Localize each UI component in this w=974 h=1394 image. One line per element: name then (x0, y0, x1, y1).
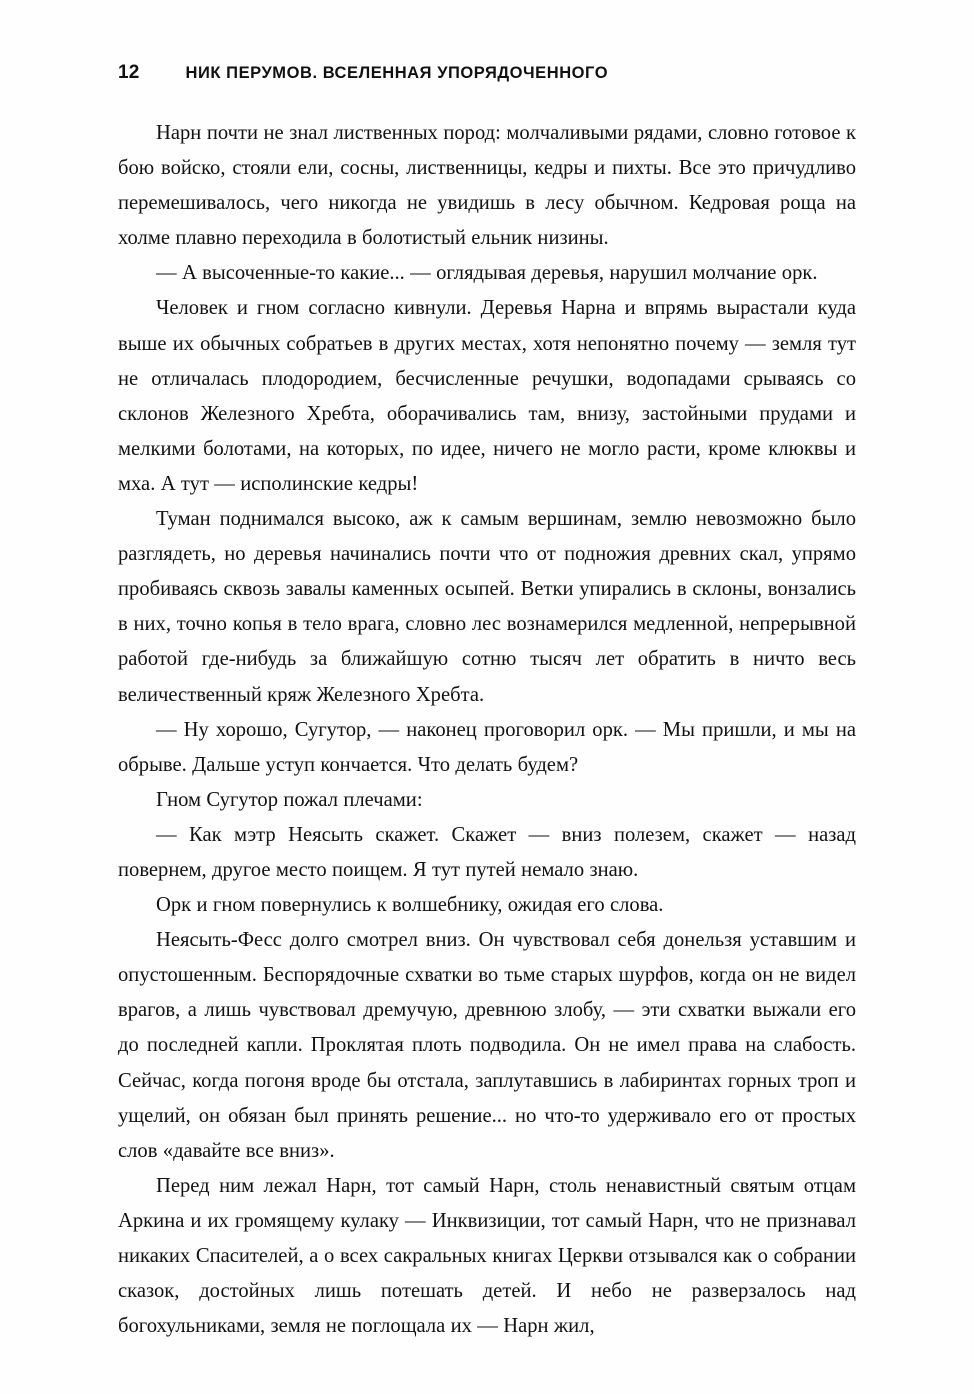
paragraph: Туман поднимался высоко, аж к самым вершинам, землю невозможно было разглядеть, но деревья начинались почти что от подножия древних скал, упрямо пробиваясь сквозь завалы каменных осыпей. Ветки упирались в склоны, вонзались в них, точно копья в тело врага, словно лес вознамерился медленной, непрерывной работой где-нибудь за ближайшую сотню тысяч лет обратить в ничто весь величественный кряж Железного Хребта. (118, 508, 856, 706)
body-text (118, 116, 856, 1344)
paragraph: Нарн почти не знал лиственных пород: молчаливыми рядами, словно готовое к бою войско, стояли ели, сосны, лиственницы, кедры и пихты. Все это причудливо перемешивалось, чего никогда не увидишь в лесу обычном. Кедровая роща на холме плавно переходила в болотистый ельник низины. (118, 122, 856, 250)
paragraph: Гном Сугутор пожал плечами: (156, 788, 423, 811)
paragraph: — Ну хорошо, Сугутор, — наконец проговорил орк. — Мы пришли, и мы на обрыве. Дальше уступ кончается. Что делать будем? (118, 718, 856, 776)
paragraph: Перед ним лежал Нарн, тот самый Нарн, столь ненавистный святым отцам Аркина и их громящему кулаку — Инквизиции, тот самый Нарн, что не признавал никаких Спасителей, а о всех сакральных книгах Церкви отзывался как о собрании сказок, достойных лишь потешать детей. И небо не разверзалось над богохульниками, земля не поглощала их — Нарн жил, (118, 1174, 856, 1338)
running-head-title: НИК ПЕРУМОВ. ВСЕЛЕННАЯ УПОРЯДОЧЕННОГО (185, 64, 609, 82)
page-number: 12 (118, 62, 140, 83)
paragraph: Неясыть-Фесс долго смотрел вниз. Он чувствовал себя донельзя уставшим и опустошенным. Беспорядочные схватки во тьме старых шурфов, когда он не видел врагов, а лишь чувствовал дремучую, древнюю злобу, — эти схватки выжали его до последней капли. Проклятая плоть подводила. Он не имел права на слабость. Сейчас, когда погоня вроде бы отстала, заплутавшись в лабиринтах горных троп и ущелий, он обязан был принять решение... но что-то удерживало его от простых слов «давайте все вниз». (118, 929, 856, 1162)
paragraph: Человек и гном согласно кивнули. Деревья Нарна и впрямь вырастали куда выше их обычных собратьев в других местах, хотя непонятно почему — земля тут не отличалась плодородием, бесчисленные речушки, водопадами срываясь со склонов Железного Хребта, оборачивались там, внизу, застойными прудами и мелкими болотами, на которых, по идее, ничего не могло расти, кроме клюквы и мха. А тут — исполинские кедры! (118, 297, 856, 495)
paragraph: — А высоченные-то какие... — оглядывая деревья, нарушил молчание орк. (156, 262, 818, 285)
running-head (118, 62, 856, 84)
paragraph: Орк и гном повернулись к волшебнику, ожидая его слова. (156, 894, 664, 917)
paragraph: — Как мэтр Неясыть скажет. Скажет — вниз полезем, скажет — назад повернем, другое место поищем. Я тут путей немало знаю. (118, 823, 856, 881)
